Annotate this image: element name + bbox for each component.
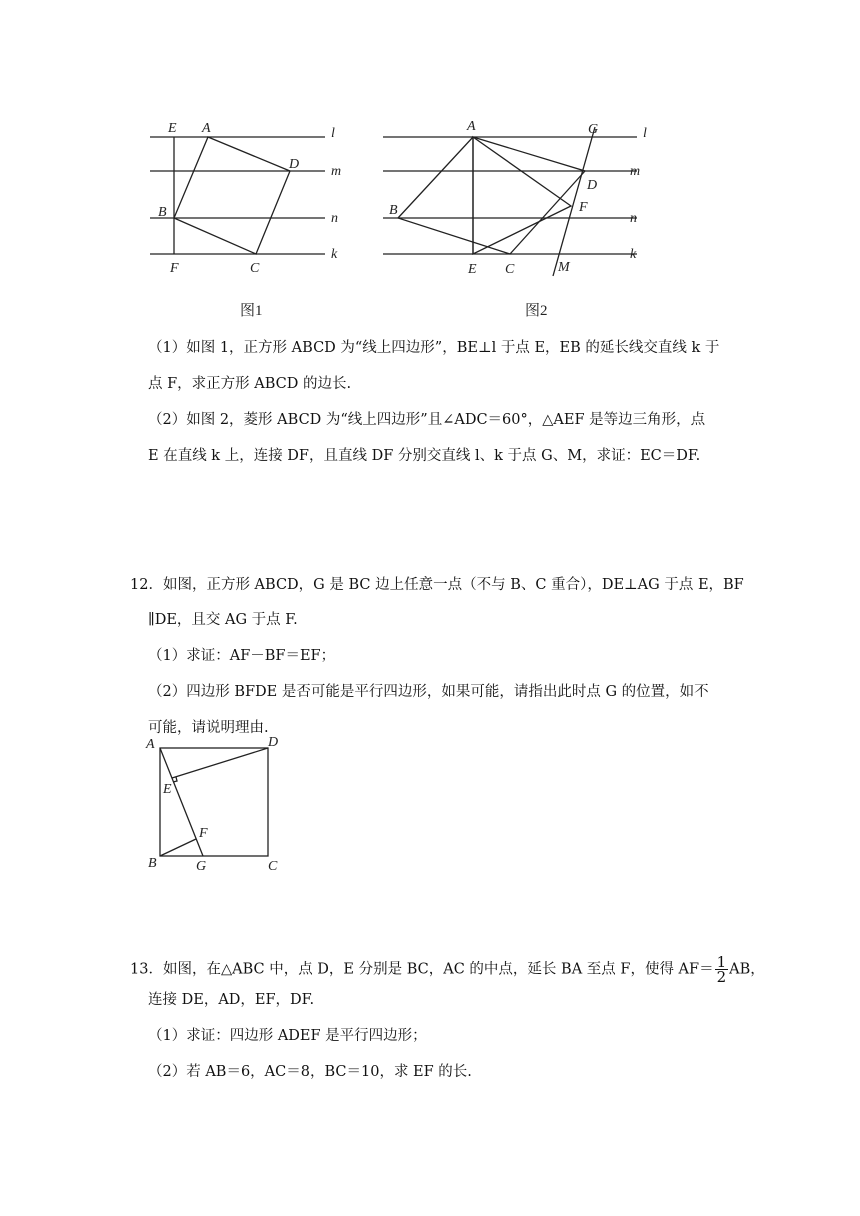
q12-part2-line1: （2）四边形 BFDE 是否可能是平行四边形，如果可能，请指出此时点 G 的位置，如不	[148, 684, 709, 700]
q13-part1: （1）求证：四边形 ADEF 是平行四边形；	[148, 1028, 427, 1044]
figure-1-caption: 图1	[240, 303, 263, 319]
label-C: C	[268, 859, 278, 874]
label-n: n	[331, 211, 338, 226]
q12-part2-line2: 可能，请说明理由.	[148, 720, 269, 736]
q13-line1-pre: 13．如图，在△ABC 中，点 D，E 分别是 BC，AC 的中点，延长 BA 至点 F，使得 AF＝	[130, 961, 714, 978]
q13-line1	[130, 955, 765, 984]
label-C: C	[250, 261, 260, 276]
figure-2-caption: 图2	[525, 303, 548, 319]
q11-part2-line1: （2）如图 2，菱形 ABCD 为“线上四边形”且∠ADC＝60°，△AEF 是等边三角形，点	[148, 412, 706, 428]
label-C: C	[505, 262, 515, 277]
q13-part2: （2）若 AB＝6，AC＝8，BC＝10，求 EF 的长.	[148, 1064, 472, 1080]
label-E: E	[168, 121, 177, 136]
label-D: D	[289, 157, 300, 172]
fraction-denominator: 2	[716, 968, 727, 986]
q11-part1-line1: （1）如图 1，正方形 ABCD 为“线上四边形”，BE⊥l 于点 E，EB 的延长线交直线 k 于	[148, 340, 720, 356]
q11-part2-line2: E 在直线 k 上，连接 DF，且直线 DF 分别交直线 l、k 于点 G、M，求证：EC＝DF.	[148, 448, 701, 464]
label-B: B	[389, 203, 398, 218]
label-E: E	[163, 782, 172, 797]
label-B: B	[148, 856, 157, 871]
figure-1	[140, 110, 360, 320]
fraction-numerator: 1	[716, 953, 727, 971]
label-A: A	[202, 121, 211, 136]
label-m: m	[331, 164, 342, 179]
q12-line2: ∥DE，且交 AG 于点 F.	[148, 612, 298, 628]
q13-line1-post: AB，	[729, 961, 765, 978]
label-F: F	[170, 261, 179, 276]
q11-part1-line2: 点 F，求正方形 ABCD 的边长.	[148, 376, 352, 392]
label-F: F	[579, 200, 588, 215]
label-k: k	[331, 247, 338, 262]
label-A: A	[146, 737, 155, 752]
label-l: l	[643, 126, 647, 141]
label-E: E	[468, 262, 477, 277]
q13-line2: 连接 DE，AD，EF，DF.	[148, 992, 315, 1008]
q12-line1: 12．如图，正方形 ABCD，G 是 BC 边上任意一点（不与 B、C 重合），DE⊥AG 于点 E，BF	[130, 577, 744, 593]
fraction-one-half	[715, 955, 729, 984]
q12-part1: （1）求证：AF－BF＝EF；	[148, 648, 336, 664]
label-n: n	[630, 211, 637, 226]
label-M: M	[558, 260, 570, 275]
label-D: D	[268, 735, 279, 750]
label-m: m	[630, 164, 641, 179]
label-k: k	[630, 247, 637, 262]
label-l: l	[331, 126, 335, 141]
label-A: A	[467, 119, 476, 134]
figure-3	[140, 730, 300, 880]
label-D: D	[587, 178, 598, 193]
label-B: B	[158, 205, 167, 220]
label-G: G	[196, 859, 207, 874]
figure-2	[375, 110, 675, 320]
label-F: F	[199, 826, 208, 841]
label-G: G	[588, 122, 599, 137]
